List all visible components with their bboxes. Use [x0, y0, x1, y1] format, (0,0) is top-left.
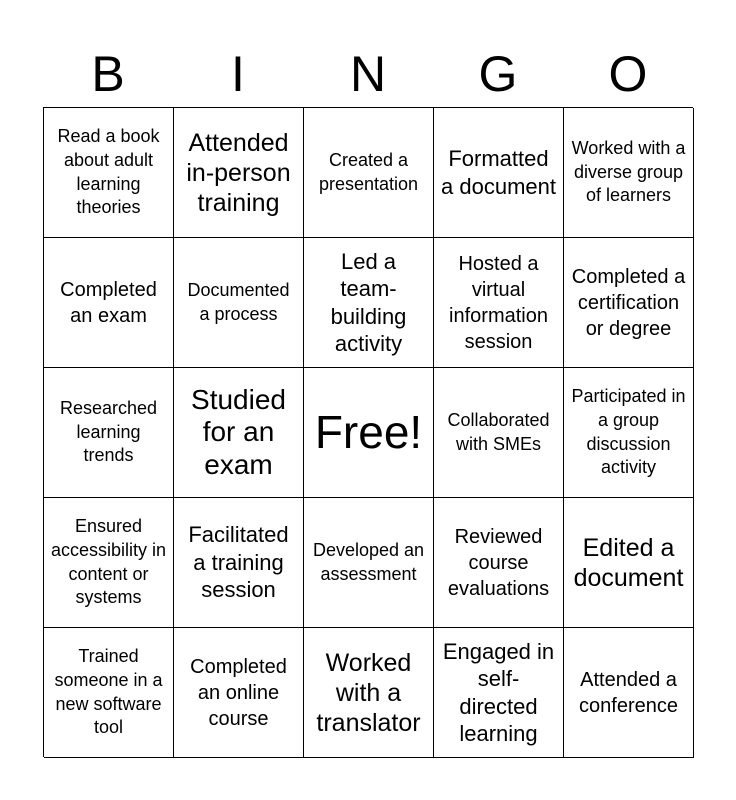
- bingo-header: [43, 40, 693, 108]
- bingo-cell-text: Hosted a virtual information session: [449, 252, 548, 353]
- bingo-cell[interactable]: [44, 498, 174, 628]
- bingo-cell[interactable]: [564, 498, 694, 628]
- bingo-cell-text: Participated in a group discussion activity: [571, 385, 686, 478]
- free-space-text: Free!: [314, 406, 423, 459]
- bingo-cell-text: Read a book about adult learning theories: [57, 125, 160, 218]
- bingo-cell[interactable]: [44, 628, 174, 758]
- bingo-cell-text: Facilitated a training session: [188, 522, 289, 603]
- bingo-cell-text: Documented a process: [187, 279, 290, 324]
- header-letter-o: O: [608, 46, 648, 102]
- bingo-cell[interactable]: [434, 238, 564, 368]
- bingo-card-grid: [43, 107, 693, 757]
- bingo-cell-text: Attended a conference: [579, 668, 678, 717]
- bingo-cell-text: Led a team-building activity: [330, 248, 407, 356]
- bingo-cell[interactable]: [564, 108, 694, 238]
- header-letter-g: G: [478, 46, 518, 102]
- bingo-cell[interactable]: [434, 368, 564, 498]
- bingo-cell[interactable]: [564, 368, 694, 498]
- bingo-cell[interactable]: [304, 498, 434, 628]
- bingo-cell[interactable]: [174, 108, 304, 238]
- bingo-cell[interactable]: [434, 108, 564, 238]
- header-letter-n: N: [349, 46, 387, 102]
- bingo-cell-text: Worked with a translator: [316, 648, 421, 737]
- bingo-cell[interactable]: [434, 628, 564, 758]
- bingo-cell[interactable]: [174, 498, 304, 628]
- bingo-cell[interactable]: [304, 108, 434, 238]
- bingo-cell-text: Completed a certification or degree: [571, 265, 686, 340]
- header-letter-b: B: [91, 46, 125, 102]
- bingo-cell[interactable]: [44, 108, 174, 238]
- bingo-free-cell[interactable]: [304, 368, 434, 498]
- bingo-cell-text: Created a presentation: [318, 149, 419, 194]
- bingo-cell-text: Studied for an exam: [191, 384, 286, 480]
- bingo-cell-text: Ensured accessibility in content or systems: [50, 515, 167, 608]
- bingo-cell-text: Collaborated with SMEs: [447, 409, 550, 454]
- bingo-cell[interactable]: [434, 498, 564, 628]
- bingo-cell-text: Attended in-person training: [186, 128, 291, 217]
- bingo-cell[interactable]: [564, 238, 694, 368]
- bingo-cell[interactable]: [174, 368, 304, 498]
- bingo-cell-text: Developed an assessment: [312, 539, 425, 584]
- bingo-cell-text: Completed an online course: [190, 655, 287, 730]
- bingo-cell-text: Completed an exam: [60, 278, 157, 327]
- bingo-cell[interactable]: [174, 238, 304, 368]
- bingo-cell-text: Trained someone in a new software tool: [54, 645, 163, 738]
- bingo-cell[interactable]: [174, 628, 304, 758]
- bingo-cell-text: Reviewed course evaluations: [447, 525, 550, 600]
- bingo-cell-text: Formatted a document: [441, 146, 556, 199]
- bingo-cell-text: Worked with a diverse group of learners: [571, 137, 686, 206]
- bingo-cell[interactable]: [304, 628, 434, 758]
- bingo-cell[interactable]: [564, 628, 694, 758]
- bingo-cell-text: Researched learning trends: [59, 397, 158, 466]
- bingo-cell-text: Edited a document: [573, 533, 684, 592]
- bingo-cell[interactable]: [44, 238, 174, 368]
- bingo-cell[interactable]: [44, 368, 174, 498]
- bingo-cell[interactable]: [304, 238, 434, 368]
- bingo-cell-text: Engaged in self-directed learning: [442, 638, 555, 746]
- header-letter-i: I: [231, 46, 245, 102]
